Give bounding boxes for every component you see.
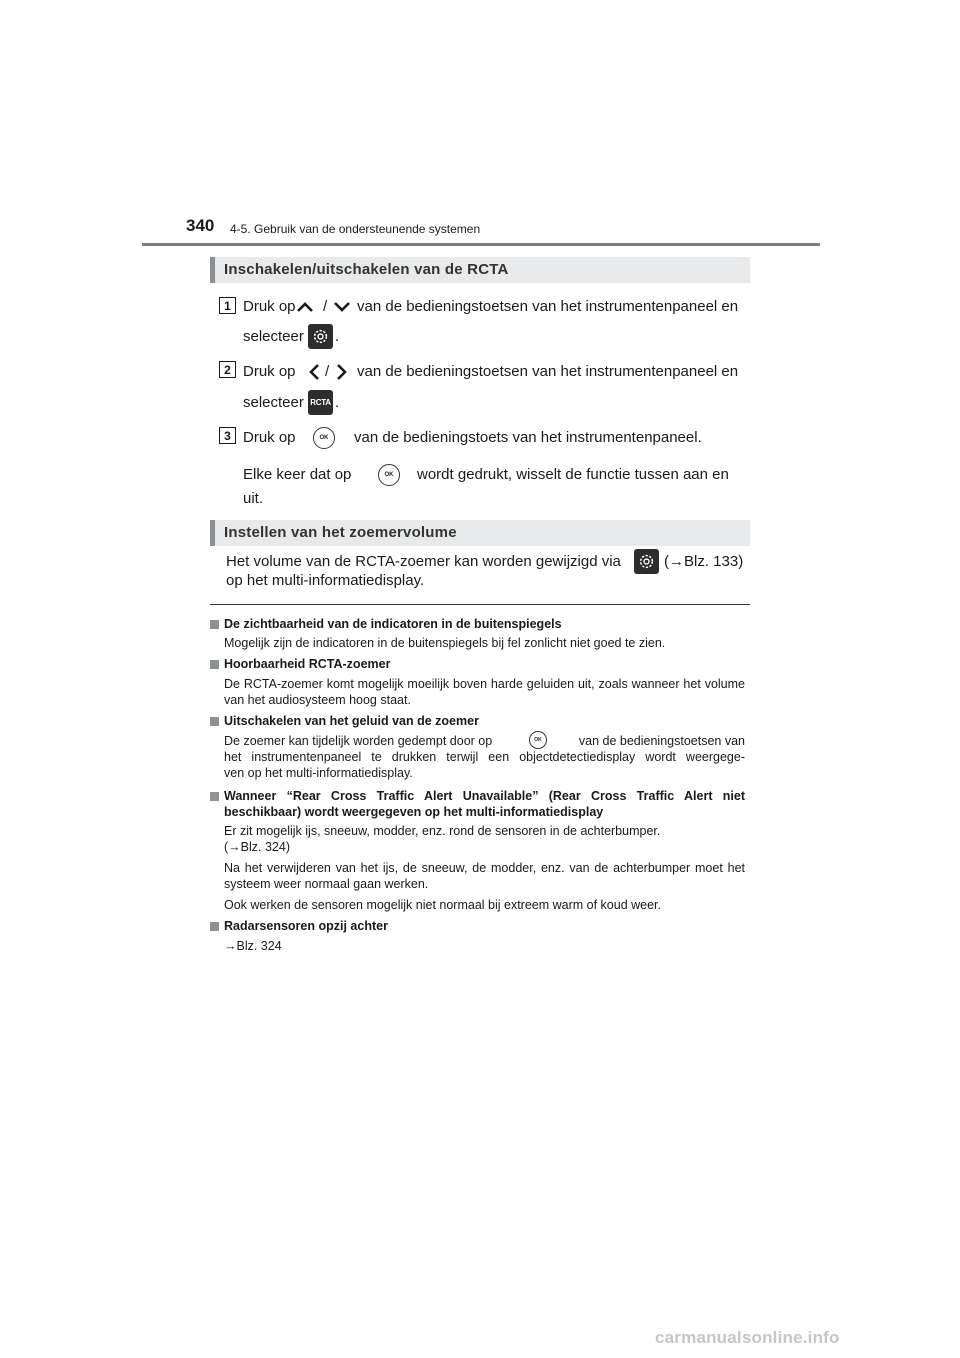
step1-select-text: selecteer [243, 328, 304, 345]
step-number-3: 3 [219, 427, 236, 444]
ok-button-icon: OK [378, 464, 400, 486]
note-text: →Blz. 324 [224, 939, 282, 953]
step1-text-b: van de bedieningstoetsen van het instrumentenpaneel en [357, 298, 739, 315]
tip-text-c: uit. [243, 490, 264, 507]
note-text-c: Na het verwijderen van het ijs, de sneeuw, de modder, enz. van de achterbumper moet het systeem weer normaal gaan werken. [224, 861, 745, 891]
section-accent [210, 257, 215, 283]
note-bullet [210, 922, 219, 931]
note-bullet [210, 620, 219, 629]
ok-button-icon: OK [313, 427, 335, 449]
section-title: Inschakelen/uitschakelen van de RCTA [224, 261, 509, 278]
chevron-right-icon [335, 362, 349, 382]
step2-text-a: Druk op [243, 363, 296, 380]
notes-divider [210, 604, 750, 605]
note-text-b: (→Blz. 324) [224, 840, 290, 854]
step-number-1: 1 [219, 297, 236, 314]
chapter-title: 4-5. Gebruik van de ondersteunende systemen [230, 222, 481, 236]
volume-page-ref: (→Blz. 133) [664, 553, 744, 570]
section-accent [210, 520, 215, 546]
note-text-c: het instrumentenpaneel te drukken terwijl een objectdetectiedisplay wordt weergege- [224, 750, 745, 764]
section-title: Instellen van het zoemervolume [224, 524, 457, 541]
step3-text-b: van de bedieningstoets van het instrumentenpaneel. [354, 429, 702, 446]
note-title: Uitschakelen van het geluid van de zoemer [224, 714, 479, 728]
chevron-up-icon [295, 300, 315, 314]
note-bullet [210, 717, 219, 726]
note-bullet [210, 660, 219, 669]
step1-text-a: Druk op [243, 298, 296, 315]
tip-text-a: Elke keer dat op [243, 466, 352, 483]
note-title: Wanneer “Rear Cross Traffic Alert Unavailable” (Rear Cross Traffic Alert niet beschikbaar) wordt weergegeven op het multi-informatiedisplay [224, 789, 745, 819]
volume-text-a: Het volume van de RCTA-zoemer kan worden gewijzigd via [226, 553, 621, 570]
note-text-a: Er zit mogelijk ijs, sneeuw, modder, enz. rond de sensoren in de achterbumper. [224, 824, 661, 838]
note-text-d: ven op het multi-informatiedisplay. [224, 766, 413, 780]
volume-text-c: op het multi-informatiedisplay. [226, 572, 425, 589]
chevron-left-icon [307, 362, 321, 382]
step-number-2: 2 [219, 361, 236, 378]
chevron-down-icon [332, 300, 352, 314]
section-heading-rcta [210, 257, 750, 283]
settings-gear-icon [308, 324, 333, 349]
step1-period: . [335, 328, 340, 345]
note-title: Radarsensoren opzij achter [224, 919, 388, 933]
step2-select-text: selecteer [243, 394, 304, 411]
step3-text-a: Druk op [243, 429, 296, 446]
step2-text-b: van de bedieningstoetsen van het instrumentenpaneel en [357, 363, 739, 380]
note-text: Mogelijk zijn de indicatoren in de buitenspiegels bij fel zonlicht niet goed te zien. [224, 636, 666, 650]
step2-slash: / [325, 363, 330, 380]
note-text: De RCTA-zoemer komt mogelijk moeilijk boven harde geluiden uit, zoals wanneer het volume van het audiosysteem hoog staat. [224, 677, 745, 707]
note-title: De zichtbaarheid van de indicatoren in de buitenspiegels [224, 617, 562, 631]
note-text-d: Ook werken de sensoren mogelijk niet normaal bij extreem warm of koud weer. [224, 898, 662, 912]
page-number: 340 [186, 216, 215, 235]
watermark: carmanualsonline.info [655, 1328, 840, 1347]
step2-period: . [335, 394, 340, 411]
note-text-b: van de bedieningstoetsen van [578, 734, 745, 748]
note-title: Hoorbaarheid RCTA-zoemer [224, 657, 391, 671]
section-heading-volume [210, 520, 750, 546]
tip-text-b: wordt gedrukt, wisselt de functie tussen aan en [417, 466, 729, 483]
note-text-a: De zoemer kan tijdelijk worden gedempt door op [224, 734, 493, 748]
note-bullet [210, 792, 219, 801]
step1-slash: / [323, 298, 328, 315]
header-divider [142, 243, 820, 246]
ok-button-icon: OK [529, 731, 547, 749]
rcta-icon: RCTA [308, 390, 333, 415]
settings-gear-icon [634, 549, 659, 574]
